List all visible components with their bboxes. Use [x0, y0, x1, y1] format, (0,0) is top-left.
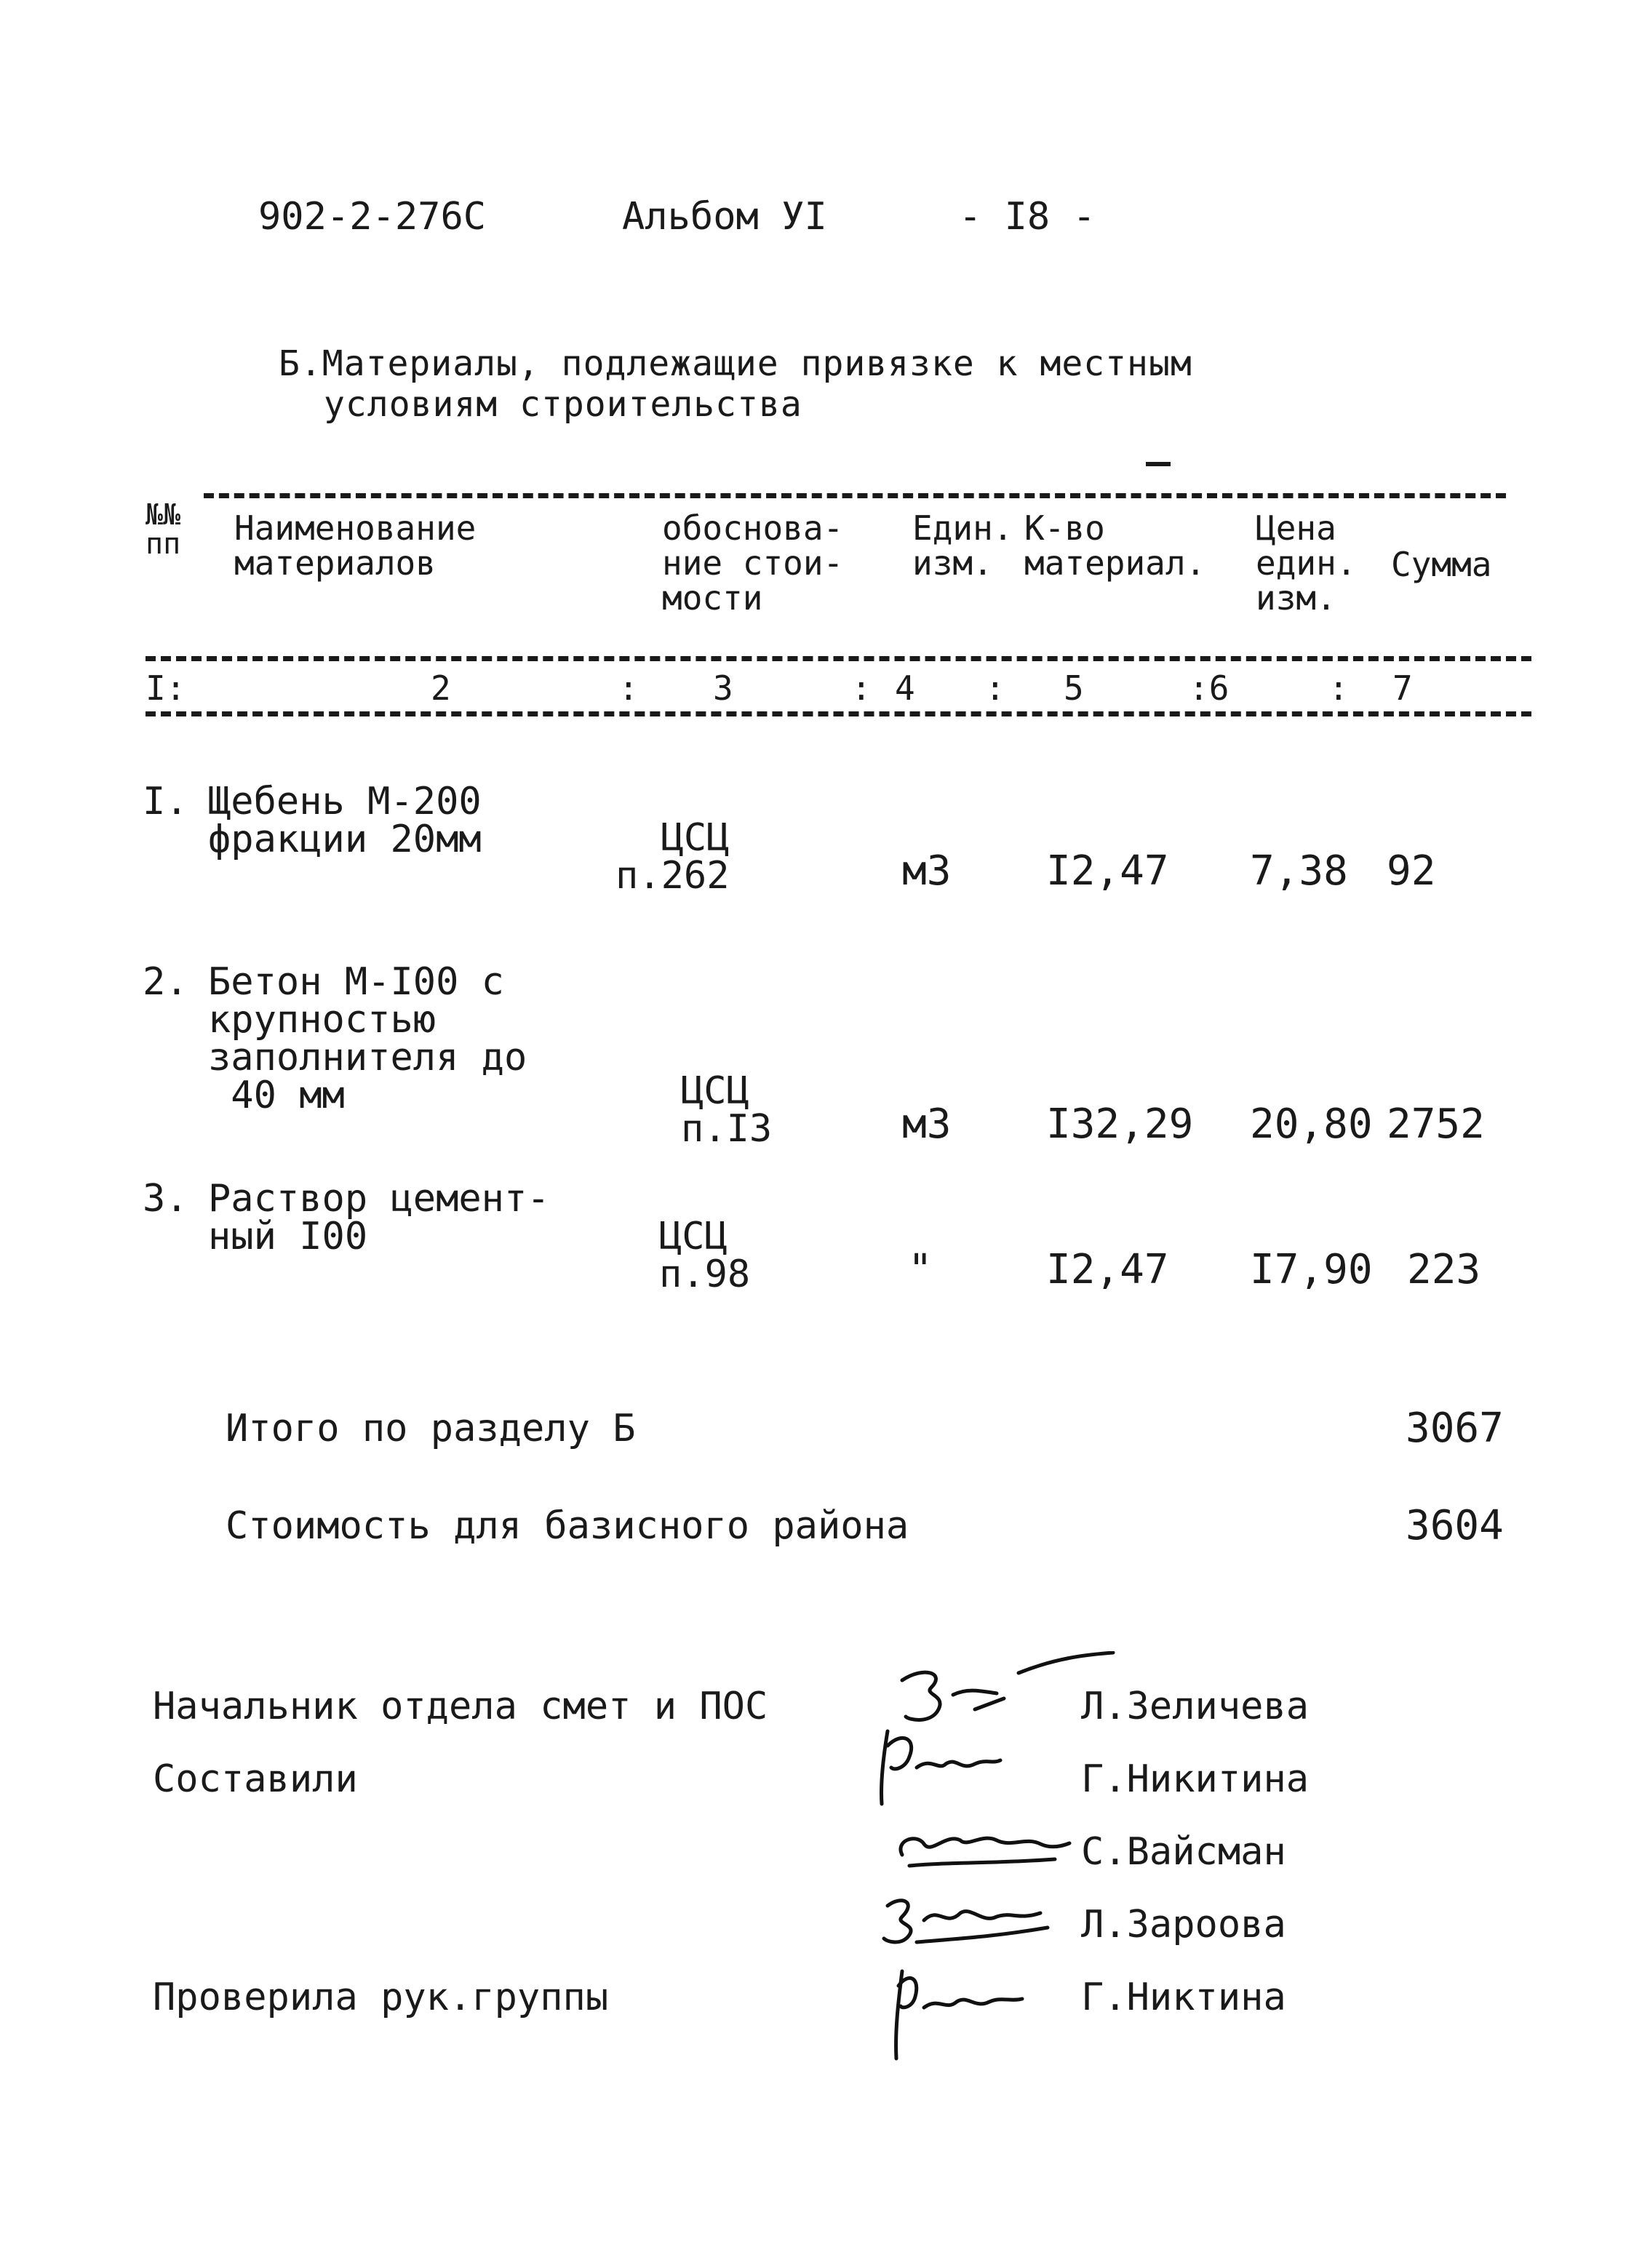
col-header-sum: Сумма [1391, 545, 1492, 584]
base-cost-label: Стоимость для базисного района [226, 1504, 909, 1548]
ink-mark [1146, 462, 1171, 466]
col-separator: : [851, 668, 872, 708]
row-number: 2. [143, 960, 188, 1004]
signatory-name: Л.Зароова [1081, 1903, 1286, 1946]
col-header-num: №№ пп [146, 498, 181, 561]
album-label: Альбом УI [622, 195, 827, 239]
signature-1 [895, 1651, 1142, 1731]
col-separator: : [985, 668, 1005, 708]
col-number: 2 [431, 668, 451, 708]
col-number: 7 [1392, 668, 1413, 708]
signatory-name: Л.Зеличева [1081, 1685, 1310, 1728]
col-separator: : [1328, 668, 1349, 708]
row-quantity: I2,47 [1046, 1246, 1169, 1293]
row-number: I. [143, 780, 188, 823]
row-number: 3. [143, 1177, 188, 1221]
row-basis: ЦСЦ п.I3 [681, 1069, 773, 1151]
row-sum: 92 [1387, 847, 1436, 895]
col-header-name: Наименование материалов [234, 508, 477, 583]
document-code: 902-2-276С [258, 195, 487, 239]
section-title-line2: условиям строительства [324, 384, 802, 425]
row-sum: 223 [1407, 1246, 1481, 1293]
signatory-name: Г.Никитина [1081, 1757, 1310, 1801]
signature-5 [880, 1957, 1040, 2066]
col-header-qty: К-во материал. [1024, 508, 1206, 583]
row-quantity: I32,29 [1046, 1101, 1194, 1148]
row-unit-price: I7,90 [1250, 1246, 1373, 1293]
row-material-name: Раствор цемент- ный I00 [208, 1177, 550, 1258]
row-basis: ЦСЦ п.262 [615, 816, 730, 898]
compiled-by-label: Составили [153, 1757, 358, 1801]
page-number: - I8 - [959, 195, 1096, 239]
row-quantity: I2,47 [1046, 847, 1169, 895]
row-unit-price: 7,38 [1250, 847, 1348, 895]
total-section-label: Итого по разделу Б [226, 1407, 636, 1450]
row-unit-price: 20,80 [1250, 1101, 1373, 1148]
head-of-department-label: Начальник отдела смет и ПОС [153, 1685, 768, 1728]
signature-4 [873, 1884, 1062, 1957]
row-unit: м3 [902, 847, 952, 895]
row-basis: ЦСЦ п.98 [659, 1215, 751, 1296]
col-header-unit: Един. изм. [912, 508, 1013, 583]
col-separator: : [618, 668, 639, 708]
signatory-name: Г.Никтина [1081, 1976, 1286, 2019]
section-title-line1: Б.Материалы, подлежащие привязке к местным [279, 343, 1192, 384]
col-number: 4 [895, 668, 915, 708]
signature-2 [873, 1724, 1048, 1811]
col-number: I: [146, 668, 186, 708]
signatory-name: С.Вайсман [1081, 1830, 1286, 1874]
col-header-price: Цена един. изм. [1256, 508, 1357, 618]
row-material-name: Бетон М-I00 с крупностью заполнителя до 40 мм [208, 960, 527, 1117]
row-unit: " [908, 1246, 933, 1293]
row-material-name: Щебень М-200 фракции 20мм [208, 780, 482, 861]
base-cost-value: 3604 [1406, 1502, 1504, 1549]
row-unit: м3 [902, 1101, 952, 1148]
col-header-basis: обоснова- ние стои- мости [662, 508, 844, 618]
column-numbers-rule [146, 711, 1531, 716]
row-sum: 2752 [1387, 1101, 1485, 1148]
col-number: :6 [1189, 668, 1229, 708]
table-top-rule [204, 493, 1506, 498]
header-bottom-rule [146, 656, 1531, 661]
checked-by-label: Проверила рук.группы [153, 1976, 609, 2019]
col-number: 3 [713, 668, 733, 708]
total-section-value: 3067 [1406, 1405, 1504, 1452]
col-number: 5 [1064, 668, 1084, 708]
signature-3 [888, 1811, 1077, 1877]
